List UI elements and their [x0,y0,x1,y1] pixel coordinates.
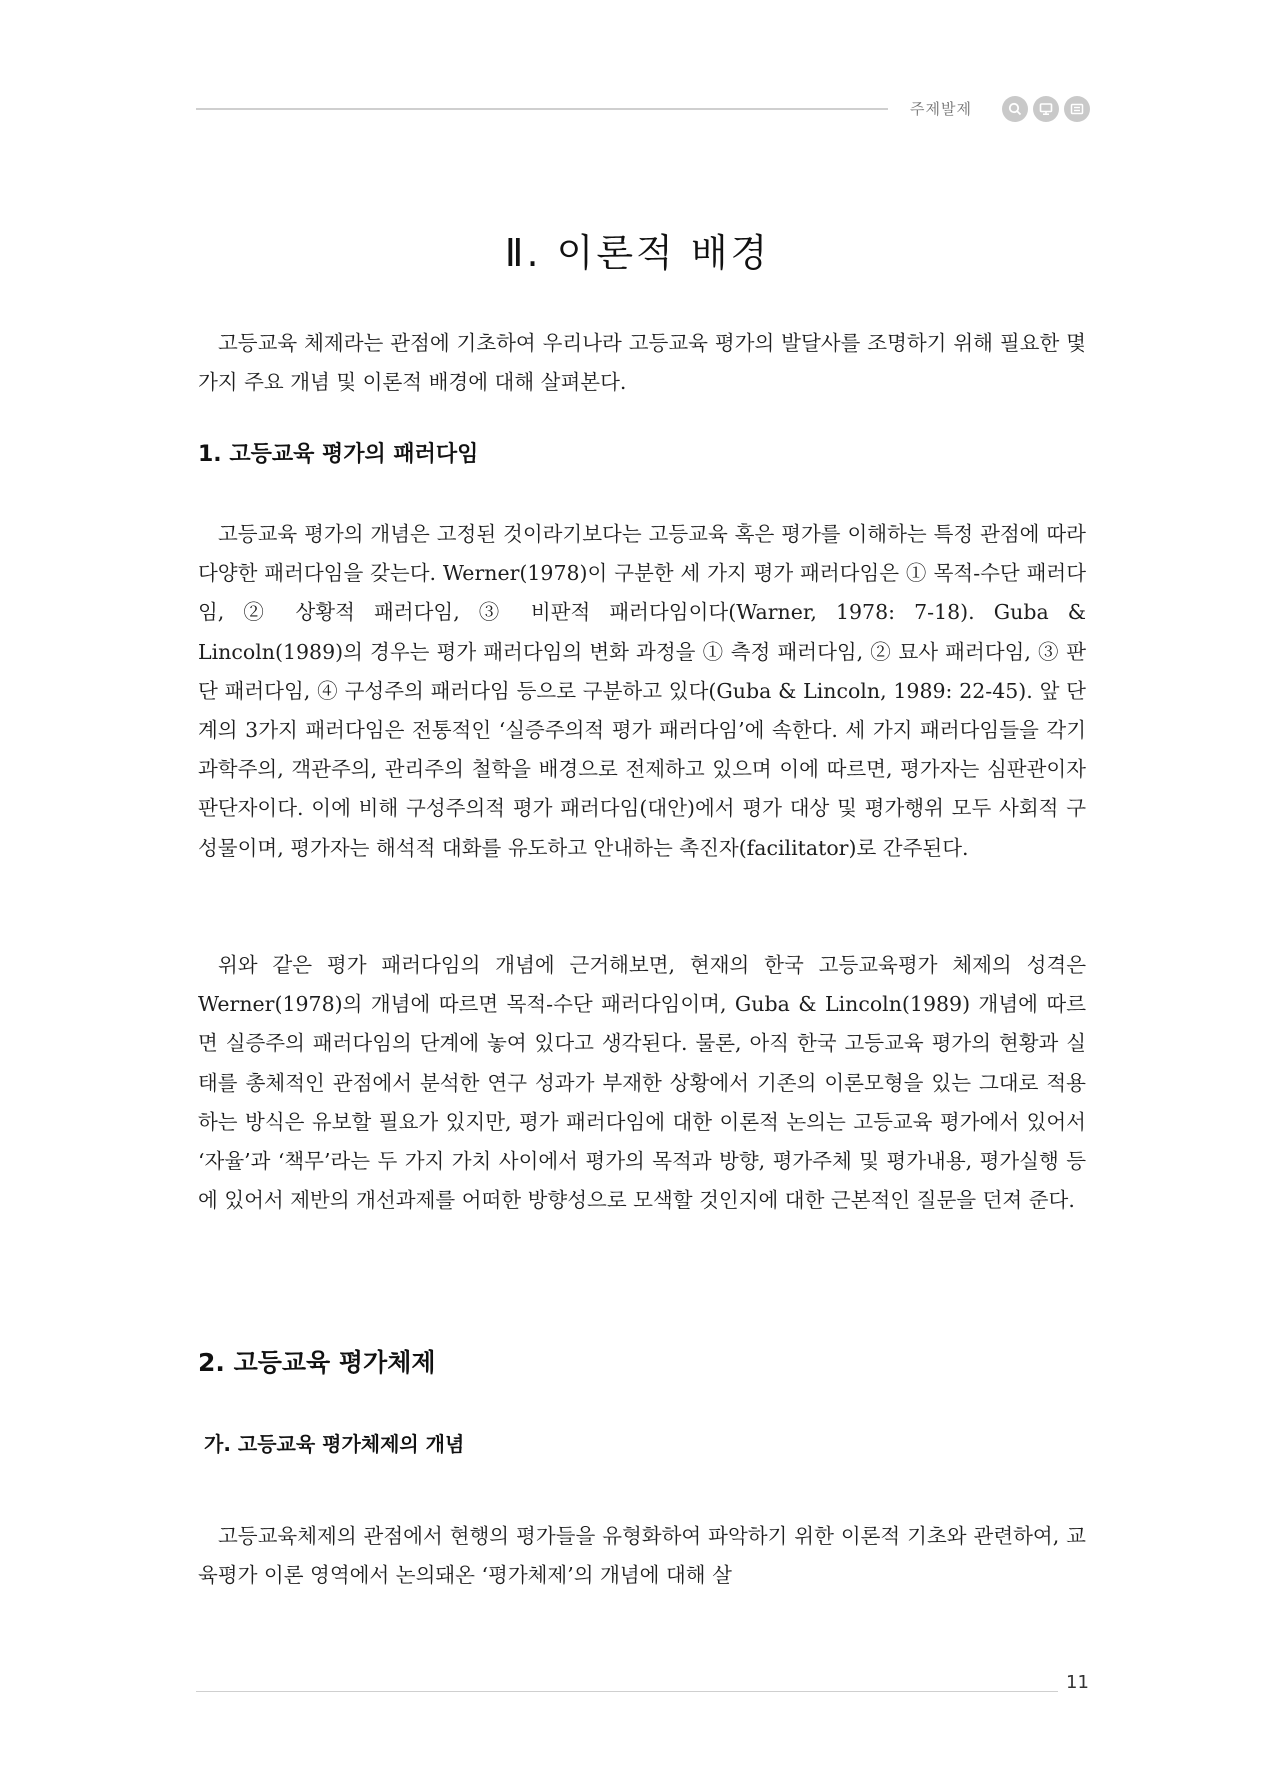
header-section-label: 주제발제 [910,100,972,118]
section-heading-paradigm: 1. 고등교육 평가의 패러다임 [198,442,479,467]
body-paragraph: 고등교육체제의 관점에서 현행의 평가들을 유형화하여 파악하기 위한 이론적 기초와 관련하여, 교육평가 이론 영역에서 논의돼온 ‘평가체제’의 개념에 대해 살 [198,1524,1086,1588]
search-icon [1002,96,1028,122]
header-rule [196,108,888,110]
footer-rule [196,1691,1058,1692]
page-number: 11 [1066,1672,1089,1693]
body-paragraph: 위와 같은 평가 패러다임의 개념에 근거해보면, 현재의 한국 고등교육평가 체제의 성격은 Werner(1978)의 개념에 따르면 목적-수단 패러다임이며, Guba & Lincoln(1989) 개념에 따르면 실증주의 패러다임의 단계에 놓여 있다고 생각된다. 물론, 아직 한국 고등교육 평가의 현황과 실태를 총체적인 관점에서 분석한 연구 성과가 부재한 상황에서 기존의 이론모형을 있는 그대로 적용하는 방식은 유보할 필요가 있지만, 평가 패러다임에 대한 이론적 논의는 고등교육 평가에서 있어서 ‘자율’과 ‘책무’라는 두 가지 가치 사이에서 평가의 목적과 방향, 평가주체 및 평가내용, 평가실행 등에 있어서 제반의 개선과제를 어떠한 방향성으로 모색할 것인지에 대한 근본적인 질문을 던져 준다. [198,953,1086,1213]
chapter-title: Ⅱ. 이론적 배경 [504,231,771,275]
section-heading-evaluation-system: 2. 고등교육 평가체제 [198,1348,436,1377]
body-paragraph: 고등교육 평가의 개념은 고정된 것이라기보다는 고등교육 혹은 평가를 이해하는 특정 관점에 따라 다양한 패러다임을 갖는다. Werner(1978)이 구분한 세 가지 평가 패러다임은 ① 목적-수단 패러다임, ② 상황적 패러다임, ③ 비판적 패러다임이다(Warner, 1978: 7-18). Guba & Lincoln(1989)의 경우는 평가 패러다임의 변화 과정을 ① 측정 패러다임, ② 묘사 패러다임, ③ 판단 패러다임, ④ 구성주의 패러다임 등으로 구분하고 있다(Guba & Lincoln, 1989: 22-45). 앞 단계의 3가지 패러다임은 전통적인 ‘실증주의적 평가 패러다임’에 속한다. 세 가지 패러다임들을 각기 과학주의, 객관주의, 관리주의 철학을 배경으로 전제하고 있으며 이에 따르면, 평가자는 심판관이자 판단자이다. 이에 비해 구성주의적 평가 패러다임(대안)에서 평가 대상 및 평가행위 모두 사회적 구성물이며, 평가자는 해석적 대화를 유도하고 안내하는 촉진자(facilitator)로 간주된다. [198,522,1086,860]
monitor-icon [1033,96,1059,122]
header-icon-group [1002,96,1090,122]
intro-paragraph: 고등교육 체제라는 관점에 기초하여 우리나라 고등교육 평가의 발달사를 조명하기 위해 필요한 몇 가지 주요 개념 및 이론적 배경에 대해 살펴본다. [198,331,1086,395]
subsection-heading-concept: 가. 고등교육 평가체제의 개념 [204,1432,465,1456]
list-icon [1064,96,1090,122]
